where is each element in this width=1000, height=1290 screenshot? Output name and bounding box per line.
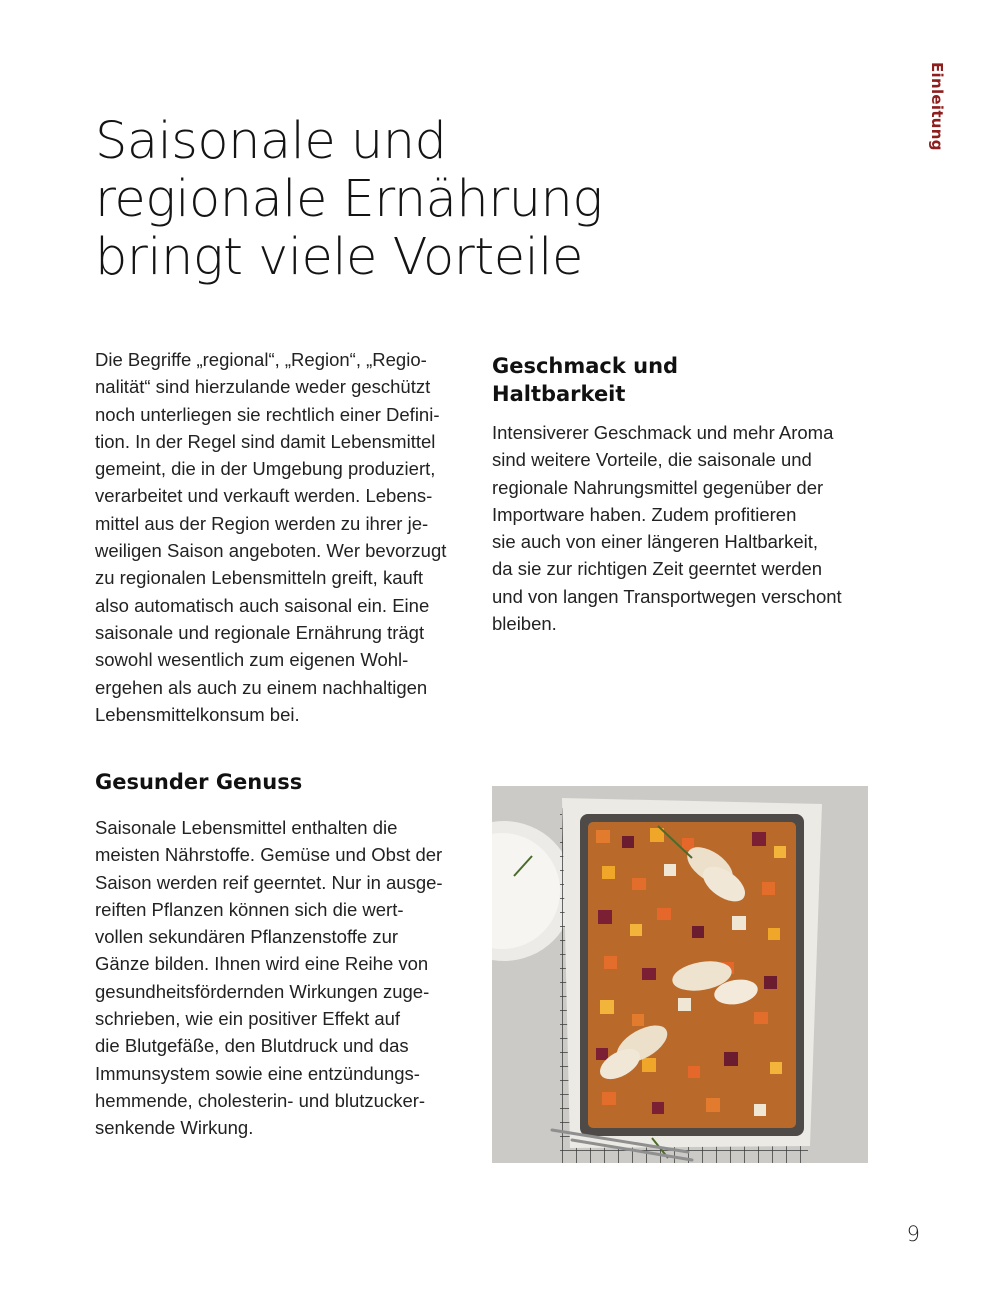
text-line: gesundheitsfördernden Wirkungen zuge- [95, 980, 430, 1002]
roasted-vegetables-tray-image [492, 786, 868, 1163]
text-line: da sie zur richtigen Zeit geerntet werden [492, 558, 823, 580]
text-line: senkende Wirkung. [95, 1117, 254, 1139]
health-paragraph [95, 814, 495, 1142]
heading-line: Geschmack und [492, 354, 679, 378]
text-line: noch unterliegen sie rechtlich einer Defini- [95, 403, 440, 425]
text-line: sie auch von einer längeren Haltbarkeit, [492, 531, 818, 553]
text-line: tion. In der Regel sind damit Lebensmittel [95, 430, 436, 452]
text-line: Die Begriffe „regional“, „Region“, „Regio- [95, 349, 427, 370]
taste-heading [492, 352, 892, 408]
text-line: bleiben. [492, 613, 557, 635]
text-line: mittel aus der Region werden zu ihrer je- [95, 512, 429, 534]
text-line: schrieben, wie ein positiver Effekt auf [95, 1008, 401, 1030]
text-line: Intensiverer Geschmack und mehr Aroma [492, 422, 834, 443]
health-heading: Gesunder Genuss [95, 770, 303, 794]
text-line: meisten Nährstoffe. Gemüse und Obst der [95, 844, 443, 866]
text-line: vollen sekundären Pflanzenstoffe zur [95, 926, 399, 948]
text-line: regionale Nahrungsmittel gegenüber der [492, 476, 824, 498]
taste-paragraph [492, 419, 892, 637]
text-line: reiften Pflanzen können sich die wert- [95, 898, 404, 920]
text-line: Importware haben. Zudem profitieren [492, 503, 797, 525]
text-line: Immunsystem sowie eine entzündungs- [95, 1062, 420, 1084]
text-line: hemmende, cholesterin- und blutzucker- [95, 1089, 426, 1111]
food-photo [492, 786, 868, 1163]
intro-column [95, 346, 495, 728]
page-number: 9 [906, 1222, 920, 1246]
text-line: verarbeitet und verkauft werden. Lebens- [95, 485, 433, 507]
text-line: gemeint, die in der Umgebung produziert, [95, 458, 436, 480]
text-line: Gänze bilden. Ihnen wird eine Reihe von [95, 953, 429, 975]
text-line: und von langen Transportwegen verschont [492, 585, 842, 607]
text-line: sowohl wesentlich zum eigenen Wohl- [95, 649, 409, 671]
text-line: sind weitere Vorteile, die saisonale und [492, 449, 812, 471]
title-line: regionale Ernährung [95, 170, 603, 229]
text-line: ergehen als auch zu einem nachhaltigen [95, 676, 428, 698]
intro-paragraph [95, 346, 495, 728]
text-line: saisonale und regionale Ernährung trägt [95, 621, 425, 643]
page-title [95, 113, 795, 287]
title-line: Saisonale und [95, 112, 447, 171]
text-line: Lebensmittelkonsum bei. [95, 703, 300, 725]
text-line: Saisonale Lebensmittel enthalten die [95, 817, 398, 838]
text-line: Saison werden reif geerntet. Nur in ausge- [95, 871, 443, 893]
health-section [95, 768, 495, 1142]
text-line: also automatisch auch saisonal ein. Eine [95, 594, 430, 616]
text-line: weiligen Saison angeboten. Wer bevorzugt [95, 540, 447, 562]
title-line: bringt viele Vorteile [95, 228, 583, 287]
text-line: nalität“ sind hierzulande weder geschützt [95, 376, 431, 398]
text-line: die Blutgefäße, den Blutdruck und das [95, 1035, 409, 1057]
section-label: Einleitung [928, 62, 946, 151]
text-line: zu regionalen Lebensmitteln greift, kauft [95, 567, 424, 589]
heading-line: Haltbarkeit [492, 382, 626, 406]
taste-section [492, 352, 892, 637]
